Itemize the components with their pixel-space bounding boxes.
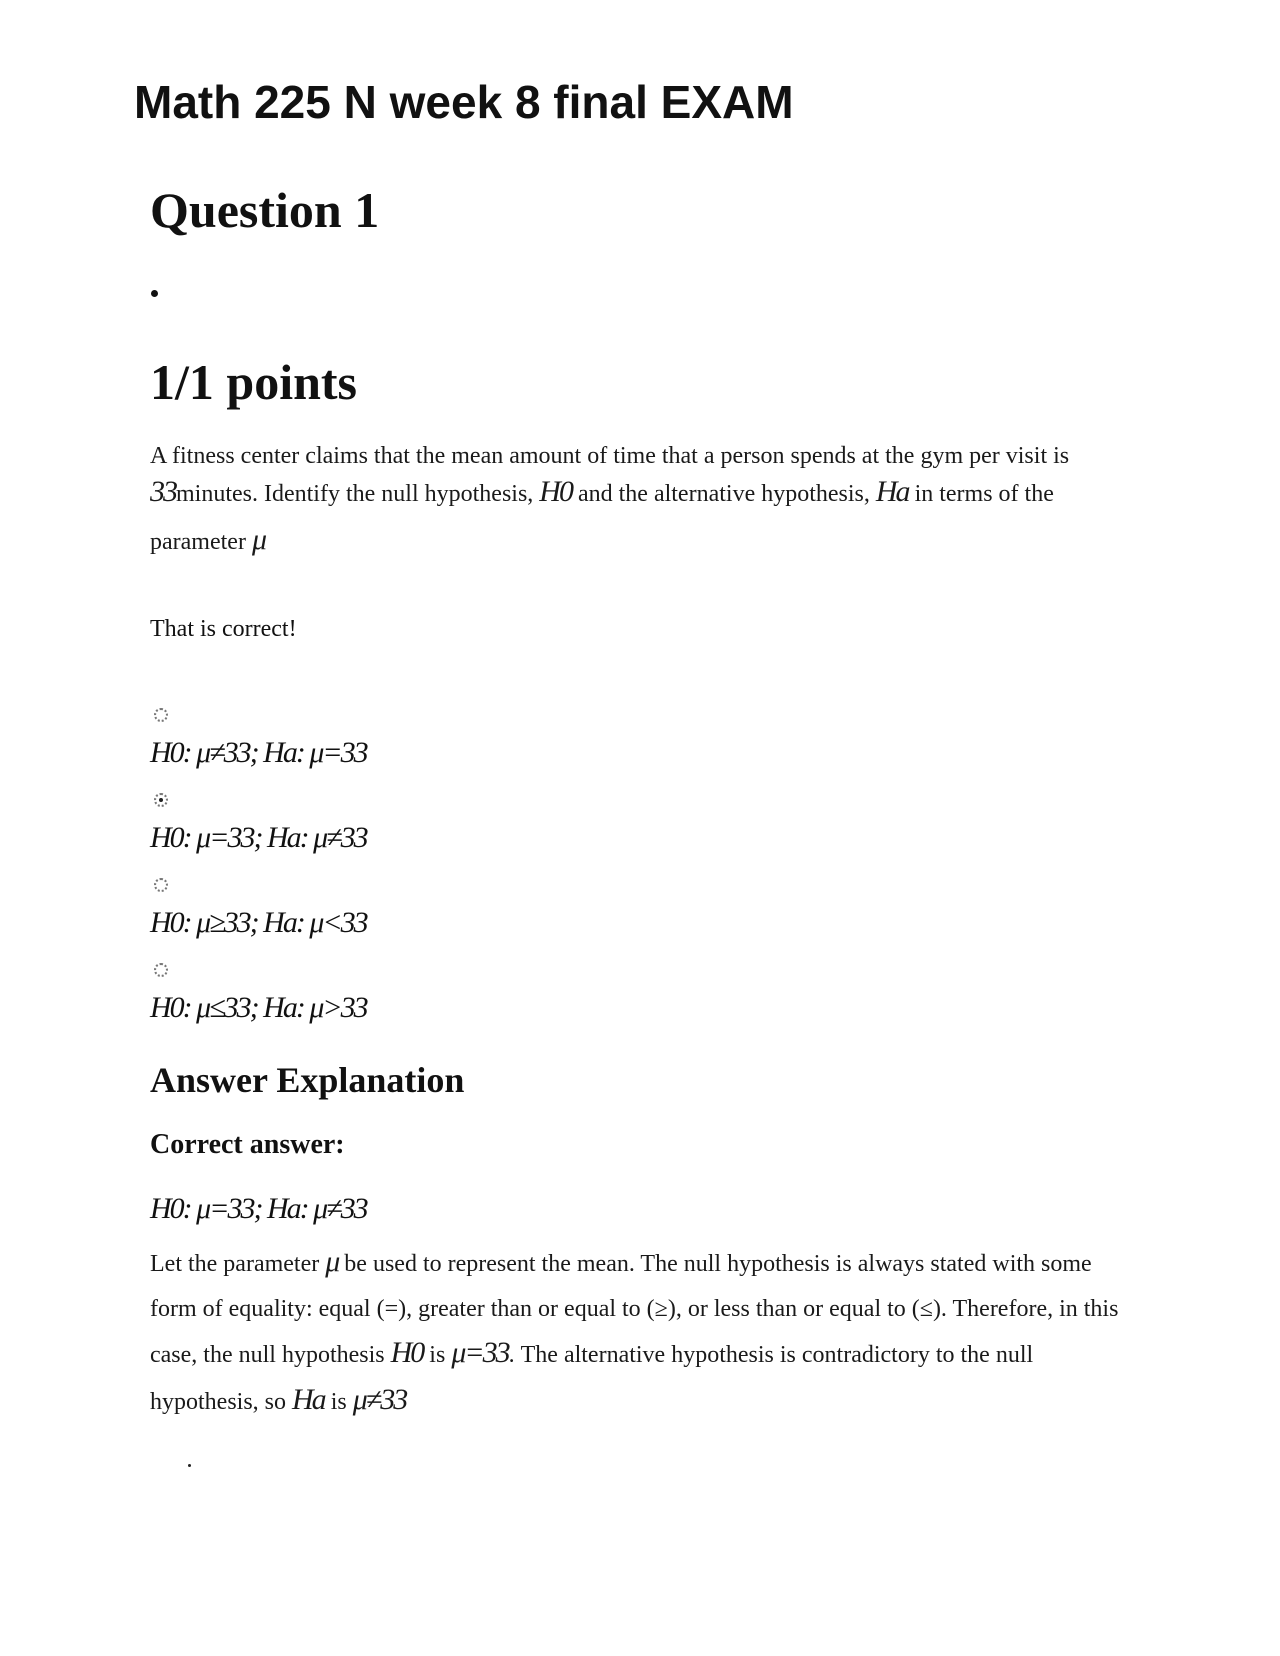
radio-button-selected[interactable]	[154, 793, 168, 807]
option-label: H0: μ=33; Ha: μ≠33	[150, 821, 367, 854]
answer-option[interactable]	[150, 785, 750, 870]
answer-feedback: That is correct!	[150, 616, 297, 642]
trailing-dot	[188, 1464, 191, 1467]
option-label: H0: μ≤33; Ha: μ>33	[150, 991, 367, 1024]
bullet-dot	[151, 290, 158, 297]
explanation-mu: μ	[325, 1245, 339, 1278]
explanation-heading: Answer Explanation	[150, 1060, 465, 1100]
explanation-text-5: is	[324, 1388, 353, 1415]
correct-answer-value: H0: μ=33; Ha: μ≠33	[150, 1192, 367, 1225]
explanation-h0: H0	[390, 1336, 424, 1369]
question-heading: Question 1	[150, 182, 380, 238]
correct-answer-label: Correct answer:	[150, 1129, 345, 1160]
explanation-ha-expr: μ≠33	[352, 1382, 407, 1416]
explanation-ha: Ha	[292, 1382, 325, 1416]
radio-button[interactable]	[154, 963, 168, 977]
answer-option[interactable]	[150, 700, 750, 785]
prompt-text-3: and the alternative hypothesis,	[571, 481, 876, 507]
question-points: 1/1 points	[150, 354, 358, 410]
answer-option[interactable]	[150, 870, 750, 955]
prompt-text-2: minutes. Identify the null hypothesis,	[176, 481, 540, 507]
explanation-text-1: Let the parameter	[150, 1251, 326, 1277]
option-label: H0: μ≠33; Ha: μ=33	[150, 736, 367, 769]
explanation-text-4: . The alternative hypothesis is contradictory to the null hypothesis, so	[150, 1342, 1034, 1415]
prompt-value: 33	[150, 475, 176, 508]
prompt-mu: μ	[251, 523, 265, 556]
explanation-h0-expr: μ=33	[451, 1336, 509, 1369]
prompt-h0: H0	[539, 475, 572, 508]
prompt-text-1: A fitness center claims that the mean amount of time that a person spends at the gym per visit is	[150, 443, 1070, 469]
question-prompt	[150, 438, 1140, 560]
explanation-text-3: is	[423, 1342, 452, 1368]
explanation-text-2: be used to represent the mean. The null hypothesis is always stated with some form of equality: equal (=), greater than or equal to (≥), or less than or equal to (≤). Therefore, in this case, the null hypothesis	[150, 1251, 1119, 1368]
prompt-text-5: parameter	[150, 529, 252, 555]
prompt-text-4: in terms of the	[908, 481, 1054, 507]
document-title: Math 225 N week 8 final EXAM	[134, 76, 794, 128]
radio-button[interactable]	[154, 708, 168, 722]
prompt-ha: Ha	[875, 475, 909, 508]
answer-options	[150, 700, 750, 1040]
option-label: H0: μ≥33; Ha: μ<33	[150, 906, 367, 939]
explanation-text	[150, 1240, 1140, 1424]
answer-option[interactable]	[150, 955, 750, 1040]
radio-button[interactable]	[154, 878, 168, 892]
